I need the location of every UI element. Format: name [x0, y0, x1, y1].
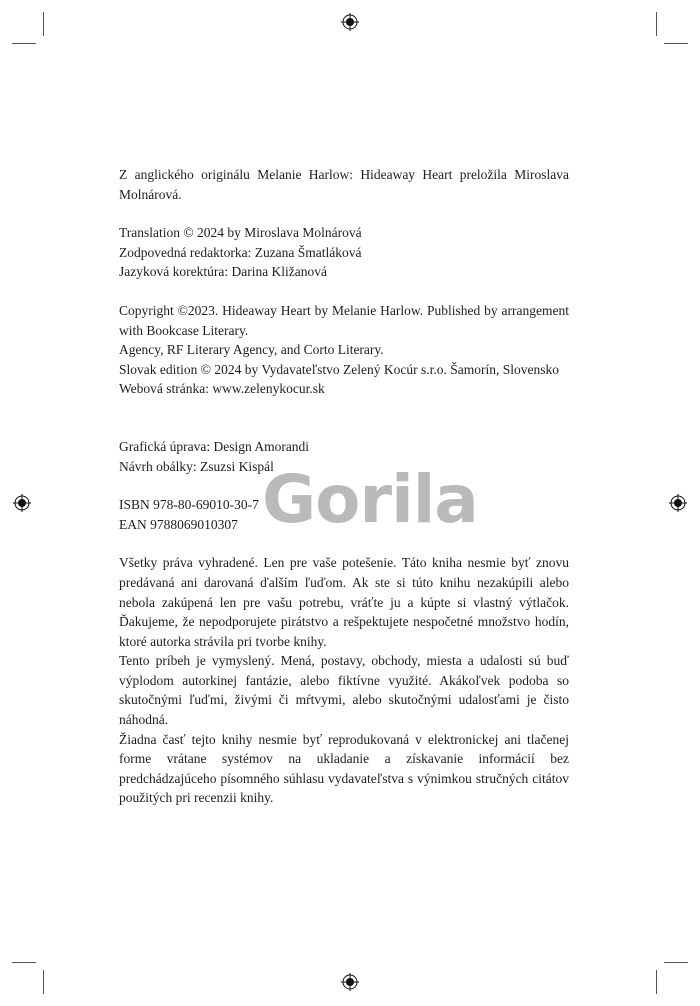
crop-mark: [12, 43, 36, 44]
agency-notice: Agency, RF Literary Agency, and Corto Literary.: [119, 342, 384, 358]
crop-mark: [664, 962, 688, 963]
crop-mark: [656, 970, 657, 994]
gorila-watermark: Gorila: [262, 461, 478, 538]
editor-credit: Zodpovedná redaktorka: Zuzana Šmatláková: [119, 244, 362, 260]
website-line: Webová stránka: www.zelenykocur.sk: [119, 381, 325, 397]
registration-mark-icon: [341, 973, 359, 991]
copyright-notice: Copyright ©2023. Hideaway Heart by Melanie Harlow. Published by arrangement with Bookcase Literary.: [119, 302, 569, 338]
reproduction-notice: Žiadna časť tejto knihy nesmie byť reprodukovaná v elektronickej ani tlačenej forme vrátane systémov na ukladanie a získavanie informácií bez predchádzajúceho písomného súhlasu vydavateľstva s výnimkou stručných citátov použitých pri recenzii knihy.: [119, 731, 569, 806]
copyright-page-content: [119, 165, 569, 808]
isbn-line: ISBN 978-80-69010-30-7: [119, 497, 259, 513]
crop-mark: [43, 970, 44, 994]
cover-design-credit: Návrh obálky: Zsuzsi Kispál: [119, 458, 274, 474]
crop-mark: [664, 43, 688, 44]
edition-notice: Slovak edition © 2024 by Vydavateľstvo Zelený Kocúr s.r.o. Šamorín, Slovensko: [119, 361, 559, 377]
proofreading-credit: Jazyková korektúra: Darina Kližanová: [119, 264, 328, 280]
ean-line: EAN 9788069010307: [119, 516, 238, 532]
registration-mark-icon: [341, 13, 359, 31]
original-title-note: Z anglického originálu Melanie Harlow: Hideaway Heart preložila Miroslava Molnárová.: [119, 167, 569, 202]
rights-paragraph: Všetky práva vyhradené. Len pre vaše potešenie. Táto kniha nesmie byť znovu predávaná ani darovaná ďalším ľuďom. Ak ste si túto knihu nezakúpili alebo nebola zakúpená len pre vašu potrebu, vráťte ju a kúpte si vlastný výtlačok. Ďakujeme, že nepodporujete pirátstvo a rešpektujete nespočetné množstvo hodín, ktoré autorka strávila pri tvorbe knihy.: [119, 555, 569, 649]
crop-mark: [656, 12, 657, 36]
crop-mark: [12, 962, 36, 963]
registration-mark-icon: [669, 494, 687, 512]
translation-credit: Translation © 2024 by Miroslava Molnárová: [119, 225, 362, 241]
fiction-disclaimer: Tento príbeh je vymyslený. Mená, postavy, obchody, miesta a udalosti sú buď výplodom autorkinej fantázie, alebo fiktívne využité. Akákoľvek podoba so skutočnými ľuďmi, živými či mŕtvymi, alebo skutočnými udalosťami je čisto náhodná.: [119, 653, 569, 728]
graphic-design-credit: Grafická úprava: Design Amorandi: [119, 438, 310, 454]
registration-mark-icon: [13, 494, 31, 512]
crop-mark: [43, 12, 44, 36]
